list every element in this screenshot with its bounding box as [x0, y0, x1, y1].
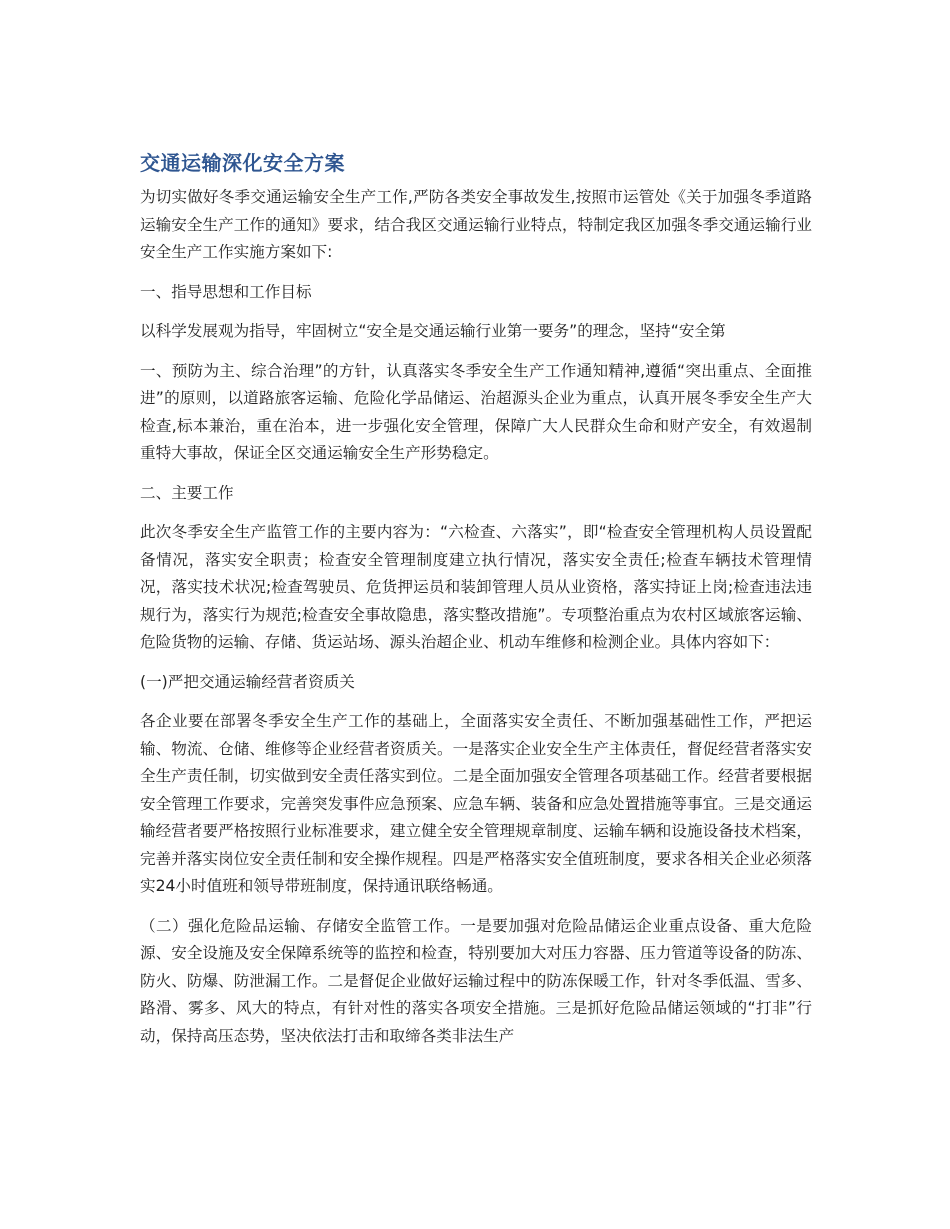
paragraph-principles: 一、预防为主、综合治理”的方针，认真落实冬季安全生产工作通知精神,遵循“突出重点、全面推进”的原则，以道路旅客运输、危险化学品储运、治超源头企业为重点，认真开展冬季安全生产大检查,标本兼治，重在治本，进一步强化安全管理，保障广大人民群众生命和财产安全，有效遏制重特大事故，保证全区交通运输安全生产形势稳定。	[140, 361, 812, 462]
paragraph-qualification: 各企业要在部署冬季安全生产工作的基础上，全面落实安全责任、不断加强基础性工作，严把运输、物流、仓储、维修等企业经营者资质关。一是落实企业安全生产主体责任，督促经营者落实安全生产责任制，切实做到安全责任落实到位。二是全面加强安全管理各项基础工作。经营者要根据安全管理工作要求，完善突发事件应急预案、应急车辆、装备和应急处置措施等事宜。三是交通运输经营者要严格按照行业标准要求，建立健全安全管理规章制度、运输车辆和设施设备技术档案，完善并落实岗位安全责任制和安全操作规程。四是严格落实安全值班制度，要求各相关企业必须落实24小时值班和领导带班制度，保持通讯联络畅通。	[140, 712, 812, 895]
intro-paragraph: 为切实做好冬季交通运输安全生产工作,严防各类安全事故发生,按照市运管处《关于加强冬季道路运输安全生产工作的通知》要求，结合我区交通运输行业特点，特制定我区加强冬季交通运输行业安全生产工作实施方案如下:	[140, 188, 812, 261]
paragraph-guiding-thought: 以科学发展观为指导，牢固树立“安全是交通运输行业第一要务”的理念，坚持“安全第	[140, 322, 726, 340]
paragraph-hazardous-goods: （二）强化危险品运输、存储安全监管工作。一是要加强对危险品储运企业重点设备、重大危险源、安全设施及安全保障系统等的监控和检查，特别要加大对压力容器、压力管道等设备的防冻、防火、防爆、防泄漏工作。二是督促企业做好运输过程中的防冻保暖工作，针对冬季低温、雪多、路滑、雾多、风大的特点，有针对性的落实各项安全措施。三是抓好危险品储运领域的“打非”行动，保持高压态势，坚决依法打击和取缔各类非法生产	[140, 916, 812, 1045]
section-heading-guiding-thought: 一、指导思想和工作目标	[140, 282, 312, 301]
document-page	[140, 146, 812, 1050]
subsection-heading-qualification: (一)严把交通运输经营者资质关	[140, 672, 355, 691]
document-title: 交通运输深化安全方案	[140, 151, 345, 175]
section-heading-main-work: 二、主要工作	[140, 483, 234, 502]
paragraph-main-work: 此次冬季安全生产监管工作的主要内容为：“六检查、六落实”，即“检查安全管理机构人员设置配备情况，落实安全职责；检查安全管理制度建立执行情况，落实安全责任;检查车辆技术管理情况，落实技术状况;检查驾驶员、危货押运员和装卸管理人员从业资格，落实持证上岗;检查违法违规行为，落实行为规范;检查安全事故隐患，落实整改措施”。专项整治重点为农村区域旅客运输、危险货物的运输、存储、货运站场、源头治超企业、机动车维修和检测企业。具体内容如下：	[140, 523, 812, 651]
